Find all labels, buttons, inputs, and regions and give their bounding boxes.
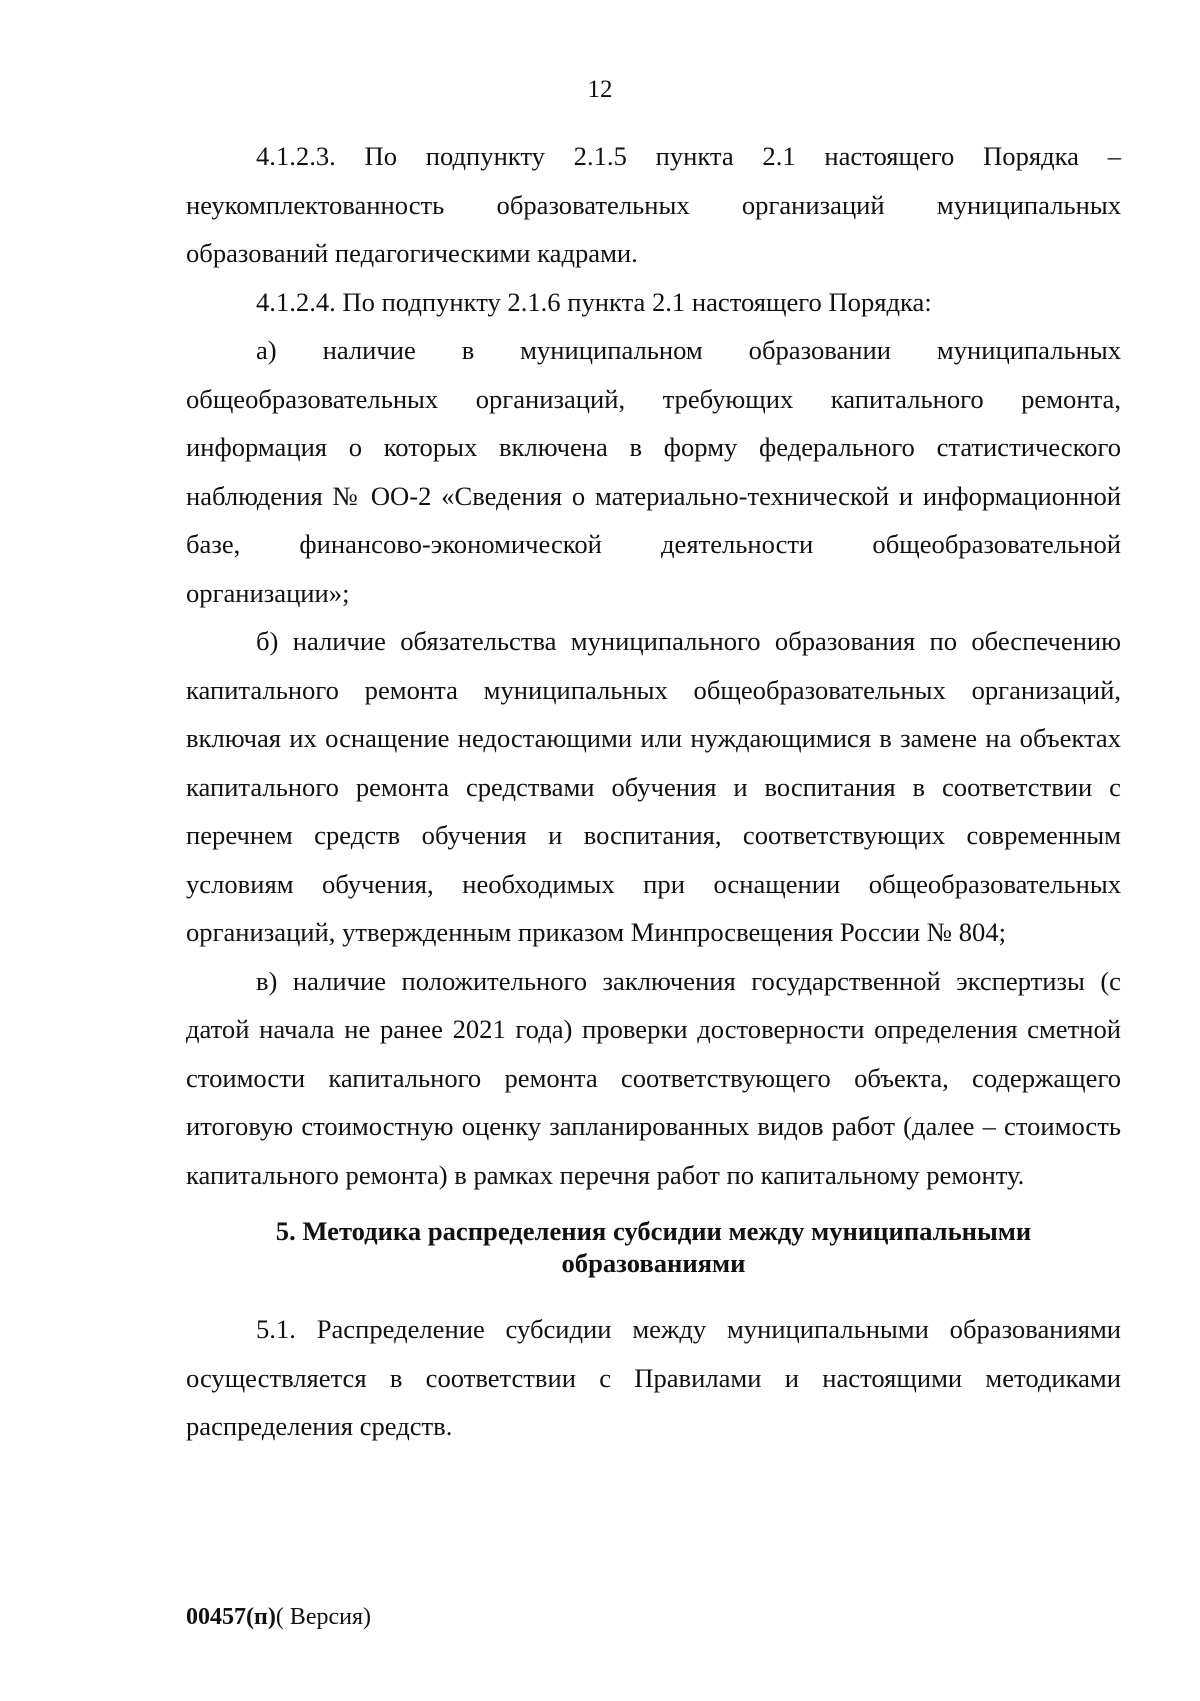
document-code: 00457(п) — [186, 1604, 276, 1630]
paragraph-4-1-2-3: 4.1.2.3. По подпункту 2.1.5 пункта 2.1 настоящего Порядка – неукомплектованность образовательных организаций муниципальных образований педагогическими кадрами. — [186, 141, 1121, 268]
document-body — [186, 132, 1121, 1451]
paragraph-item-v: в) наличие положительного заключения государственной экспертизы (с датой начала не ранее 2021 года) проверки достоверности определения сметной стоимости капитального ремонта соответствующего объекта, содержащего итоговую стоимостную оценку запланированных видов работ (далее – стоимость капитального ремонта) в рамках перечня работ по капитальному ремонту. — [186, 965, 1121, 1190]
paragraph-4-1-2-4: 4.1.2.4. По подпункту 2.1.6 пункта 2.1 настоящего Порядка: — [256, 286, 932, 317]
paragraph-5-1: 5.1. Распределение субсидии между муниципальными образованиями осуществляется в соответствии с Правилами и настоящими методиками распределения средств. — [186, 1314, 1121, 1441]
paragraph-item-b: б) наличие обязательства муниципального образования по обеспечению капитального ремонта муниципальных общеобразовательных организаций, включая их оснащение недостающими или нуждающимися в замене на объектах капитального ремонта средствами обучения и воспитания в соответствии с перечнем средств обучения и воспитания, соответствующих современным условиям обучения, необходимых при оснащении общеобразовательных организаций, утвержденным приказом Минпросвещения России № 804; — [186, 626, 1121, 947]
document-footer — [186, 1604, 371, 1631]
section-heading: 5. Методика распределения субсидии между муниципальными образованиями — [275, 1216, 1032, 1278]
paragraph-item-a: а) наличие в муниципальном образовании муниципальных общеобразовательных организаций, требующих капитального ремонта, информация о которых включена в форму федерального статистического наблюдения № ОО-2 «Сведения о материально-технической и информационной базе, финансово-экономической деятельности общеобразовательной организации»; — [186, 335, 1121, 608]
document-version: ( Версия) — [275, 1604, 371, 1630]
page-number: 12 — [587, 76, 613, 103]
